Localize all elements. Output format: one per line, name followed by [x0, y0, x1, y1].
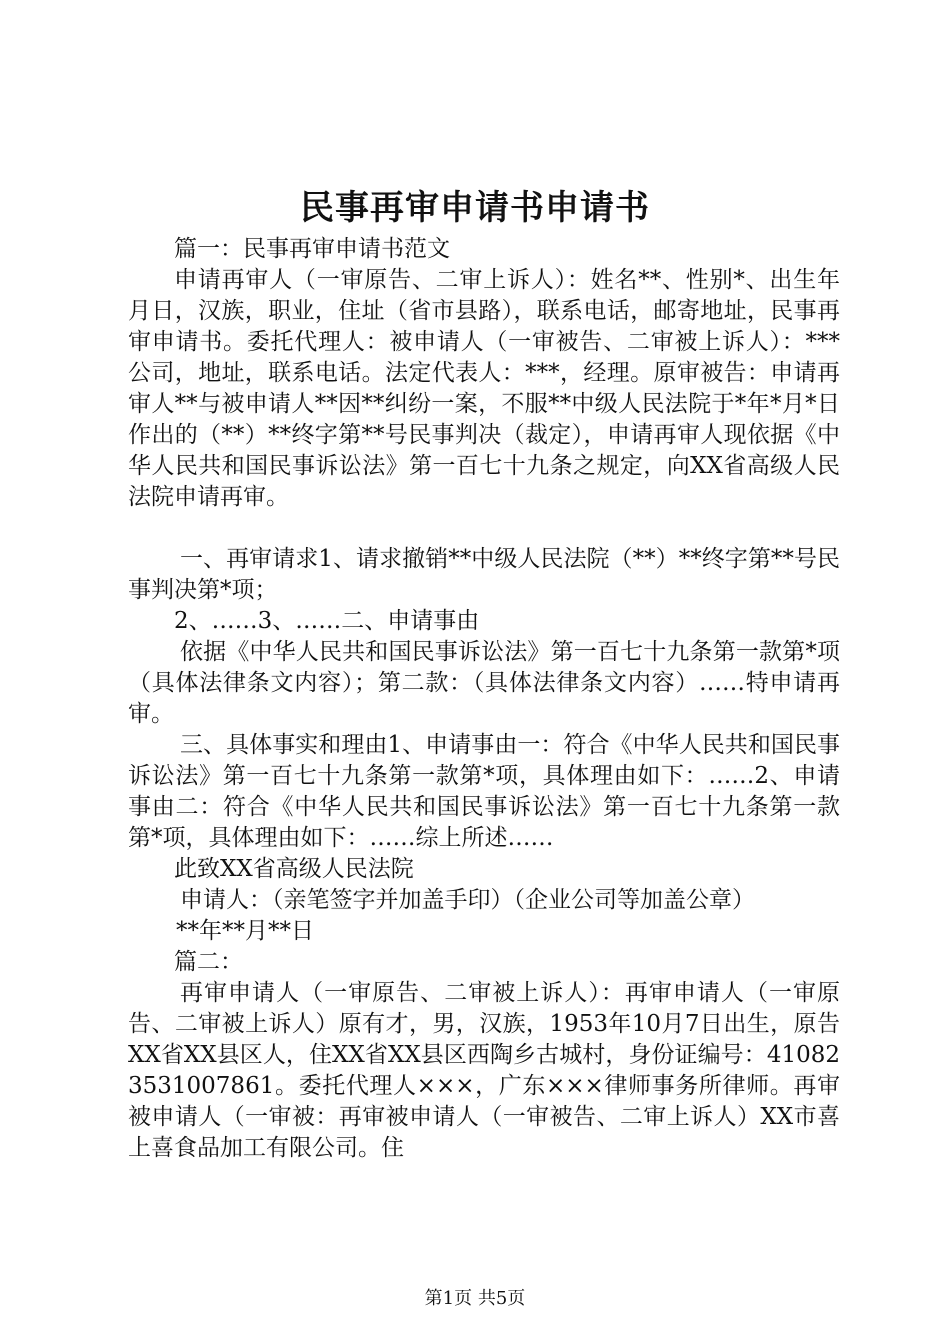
document-title: 民事再审申请书申请书	[300, 188, 650, 228]
paragraph-legal-basis: 依据《中华人民共和国民事诉讼法》第一百七十九条第一款第*项（具体法律条文内容）；第二款：（具体法律条文内容）……特申请再审。	[128, 639, 840, 727]
paragraph-date: **年**月**日	[176, 918, 314, 944]
paragraph-applicant: 申请再审人（一审原告、二审上诉人）：姓名**、性别*、出生年月日，汉族，职业，住址（省市县路），联系电话，邮寄地址，民事再审申请书。委托代理人：被申请人（一审被告、二审被上诉人）：***公司，地址，联系电话。法定代表人：***，经理。原审被告：申请再审人**与被申请人**因**纠纷一案，不服**中级人民法院于*年*月*日作出的（**）**终字第**号民事判决（裁定），申请再审人现依据《中华人民共和国民事诉讼法》第一百七十九条之规定，向XX省高级人民法院申请再审。	[128, 267, 840, 510]
paragraph-signature: 申请人：（亲笔签字并加盖手印）（企业公司等加盖公章）	[180, 887, 755, 913]
paragraph-items: 2、……3、……二、申请事由	[174, 608, 480, 634]
document-body	[128, 234, 840, 1164]
section-heading-1: 篇一：民事再审申请书范文	[174, 236, 450, 262]
page-number: 第1页 共5页	[424, 1288, 526, 1309]
section-heading-2: 篇二：	[174, 949, 243, 975]
paragraph-applicant-2: 再审申请人（一审原告、二审被上诉人）：再审申请人（一审原告、二审被上诉人）原有才，男，汉族，1953年10月7日出生，原告XX省XX县区人，住XX省XX县区西陶乡古城村，身份证编号：410823531007861。委托代理人×××，广东×××律师事务所律师。再审被申请人（一审被：再审被申请人（一审被告、二审上诉人）XX市喜上喜食品加工有限公司。住	[128, 980, 840, 1161]
paragraph-addressee: 此致XX省高级人民法院	[174, 856, 414, 882]
paragraph-request: 一、再审请求1、请求撤销**中级人民法院（**）**终字第**号民事判决第*项；	[128, 546, 840, 603]
blank-line	[128, 513, 840, 544]
paragraph-facts: 三、具体事实和理由1、申请事由一：符合《中华人民共和国民事诉讼法》第一百七十九条第一款第*项，具体理由如下：……2、申请事由二：符合《中华人民共和国民事诉讼法》第一百七十九条第一款第*项，具体理由如下：……综上所述……	[128, 732, 840, 851]
